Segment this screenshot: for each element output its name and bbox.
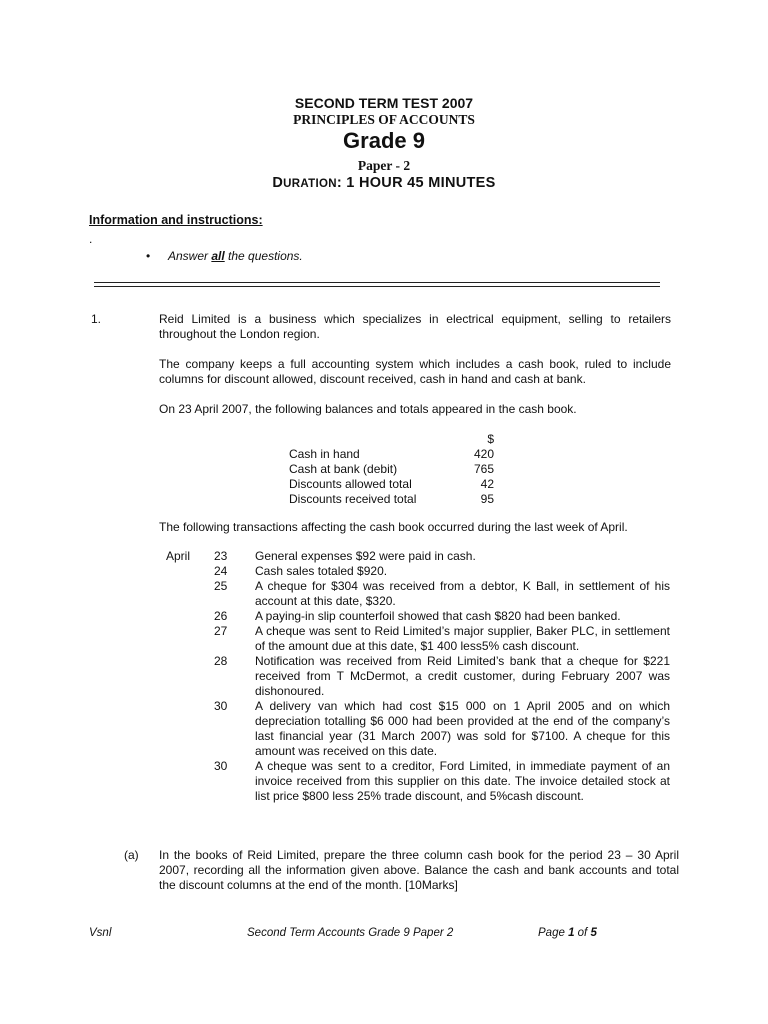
- question-paragraph-1: Reid Limited is a business which specializes in electrical equipment, selling to retailers throughout the London region.: [159, 312, 671, 341]
- test-title: SECOND TERM TEST 2007: [294, 95, 474, 111]
- footer-author: Vsnl: [89, 927, 112, 939]
- footer-title: Second Term Accounts Grade 9 Paper 2: [247, 927, 454, 939]
- balance-row: Discounts allowed total 42: [289, 477, 494, 491]
- question-paragraph-4: The following transactions affecting the cash book occurred during the last week of April.: [159, 520, 628, 534]
- transaction-row: April 23 General expenses $92 were paid in cash.: [166, 549, 476, 563]
- instruction-text: Answer all the questions.: [168, 249, 303, 263]
- part-a-text: In the books of Reid Limited, prepare the three column cash book for the period 23 – 30 April 2007, recording all the information given above. Balance the cash and bank accounts and total the discount columns at the end of the month. [10Marks]: [159, 848, 679, 892]
- grade-title: Grade 9: [343, 128, 425, 153]
- page-number: Page 1 of 5: [538, 927, 597, 939]
- transaction-row: 28 Notification was received from Reid Limited’s bank that a cheque for $221 received from T McDermot, a credit customer, during February 2007 was dishonoured.: [214, 654, 670, 698]
- transaction-row: 24 Cash sales totaled $920.: [214, 564, 388, 578]
- stray-dot: .: [89, 232, 93, 246]
- divider-rule-top: [94, 282, 660, 283]
- balance-row: Discounts received total 95: [289, 492, 494, 506]
- transaction-row: 30 A delivery van which had cost $15 000 on 1 April 2005 and on which depreciation totalling $6 000 had been provided at the end of the company’s last financial year (31 March 2007) was sold for $7100. A cheque for this amount was received on this date.: [214, 699, 670, 758]
- transactions-list: [166, 549, 670, 804]
- question-paragraph-3: On 23 April 2007, the following balances and totals appeared in the cash book.: [159, 402, 577, 416]
- balances-header-row: [289, 432, 494, 447]
- instructions-heading: Information and instructions:: [89, 213, 263, 227]
- balances-table: [289, 432, 494, 507]
- divider-rule-bottom: [94, 286, 660, 287]
- bullet-mark: •: [146, 249, 151, 263]
- subject-title: PRINCIPLES OF ACCOUNTS: [293, 112, 475, 127]
- balance-row: Cash at bank (debit) 765: [289, 462, 494, 476]
- question-paragraph-2: The company keeps a full accounting system which includes a cash book, ruled to include columns for discount allowed, discount received, cash in hand and cash at bank.: [159, 357, 671, 386]
- transaction-row: 26 A paying-in slip counterfoil showed that cash $820 had been banked.: [214, 609, 621, 623]
- instruction-bullet: [146, 249, 303, 263]
- transaction-row: 25 A cheque for $304 was received from a debtor, K Ball, in settlement of his account at this date, $320.: [214, 579, 670, 608]
- duration-line: DURATION: 1 HOUR 45 MINUTES: [272, 175, 496, 191]
- part-a-label: (a): [124, 848, 139, 862]
- balance-row: Cash in hand 420: [289, 447, 494, 461]
- question-number: 1.: [91, 312, 102, 326]
- paper-number: Paper - 2: [357, 158, 411, 173]
- transaction-row: 30 A cheque was sent to a creditor, Ford Limited, in immediate payment of an invoice received from this supplier on this date. The invoice detailed stock at list price $800 less 25% trade discount, and 5%cash discount.: [214, 759, 670, 803]
- currency-symbol: $: [487, 432, 494, 446]
- transaction-row: 27 A cheque was sent to Reid Limited’s major supplier, Baker PLC, in settlement of the amount due at this date, $1 400 less5% cash discount.: [214, 624, 670, 653]
